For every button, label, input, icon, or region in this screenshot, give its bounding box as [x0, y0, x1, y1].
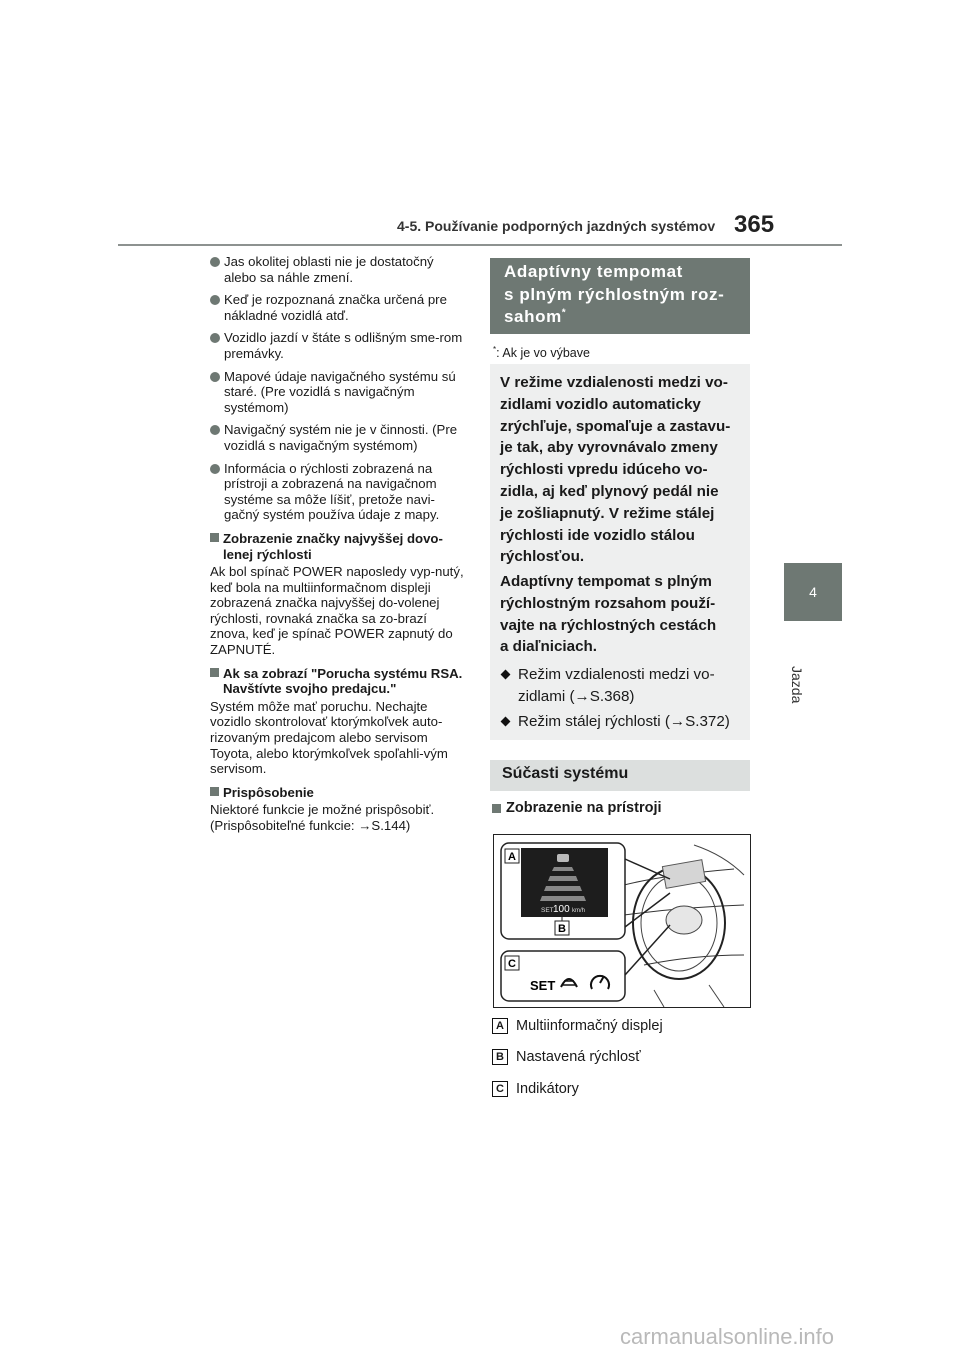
instrument-figure	[493, 834, 751, 1008]
list-item: Keď je rozpoznaná značka určená pre nákladné vozidlá atď.	[210, 292, 466, 323]
diamond-bullet-icon	[501, 670, 511, 680]
list-item: Navigačný systém nie je v činnosti. (Pre vozidlá s navigačným systémom)	[210, 422, 466, 453]
bullet-icon	[210, 425, 220, 435]
intro-paragraph: Adaptívny tempomat s plným rýchlostným rozsahom použí- vajte na rýchlostných cestách a diaľniciach.	[500, 573, 717, 656]
header-divider	[118, 244, 842, 246]
paragraph: Niektoré funkcie je možné prispôsobiť. (Prispôsobiteľné funkcie: →S.144)	[210, 802, 435, 833]
list-item: Vozidlo jazdí v štáte s odlišným sme-rom premávky.	[210, 330, 466, 361]
svg-text:km/h: km/h	[572, 908, 586, 914]
section-title-box: Adaptívny tempomat s plným rýchlostným roz- sahom*	[490, 258, 750, 334]
page-number: 365	[734, 211, 775, 238]
list-item: Mapové údaje navigačného systému sú staré. (Pre vozidlá s navigačným systémom)	[210, 369, 466, 416]
chapter-tab[interactable]: 4	[784, 563, 842, 621]
list-item: Informácia o rýchlosti zobrazená na prístroji a zobrazená na navigačnom systéme sa môže líšiť, pretože navi-gačný systém používa údaje z mapy.	[210, 461, 466, 523]
callout-label: A	[492, 1018, 508, 1034]
bullet-icon	[210, 372, 220, 382]
list-item: Jas okolitej oblasti nie je dostatočný alebo sa náhle zmení.	[210, 254, 466, 285]
watermark: carmanualsonline.info	[620, 1324, 835, 1349]
square-bullet-icon	[210, 787, 219, 796]
legend-item: C Indikátory	[492, 1081, 579, 1097]
chapter-label: Jazda	[789, 666, 805, 704]
footnote: *: Ak je vo výbave	[493, 345, 590, 361]
bullet-icon	[210, 295, 220, 305]
intro-paragraph: V režime vzdialenosti medzi vo- zidlami vozidlo automaticky zrýchľuje, spomaľuje a zastavu- je tak, aby vyrovnávalo zmeny rýchlosti vpredu idúceho vo- zidla, aj keď plynový pedál nie je zošliapnutý. V režime stálej rýchlosti ide vozidlo stálou rýchlosťou.	[500, 374, 731, 566]
legend-item: B Nastavená rýchlosť	[492, 1049, 641, 1065]
intro-box	[490, 364, 750, 740]
svg-text:C: C	[508, 958, 516, 970]
square-bullet-icon	[210, 668, 219, 677]
instrument-illustration	[494, 835, 750, 1007]
svg-text:B: B	[558, 923, 566, 935]
mode-item: Režim stálej rýchlosti (→S.372)	[500, 711, 766, 733]
mode-item: Režim vzdialenosti medzi vo- zidlami (→S.368)	[500, 664, 766, 708]
bullet-icon	[210, 464, 220, 474]
square-bullet-icon	[492, 804, 501, 813]
section-heading: Ak sa zobrazí "Porucha systému RSA. Navštívte svojho predajcu."	[210, 666, 466, 697]
callout-label: B	[492, 1049, 508, 1065]
svg-text:A: A	[508, 851, 516, 863]
subsection-title-box: Súčasti systému	[490, 760, 750, 791]
paragraph: Systém môže mať poruchu. Nechajte vozidlo skontrolovať ktorýmkoľvek auto-rizovaným predajcom alebo servisom Toyota, alebo ktorýmkoľvek spoľahli-vým servisom.	[210, 698, 448, 777]
section-heading: Prispôsobenie	[210, 785, 466, 801]
section-title: 4-5. Používanie podporných jazdných systémov	[397, 218, 716, 234]
section-heading: Zobrazenie značky najvyššej dovo-lenej rýchlosti	[210, 531, 466, 562]
callout-label: C	[492, 1081, 508, 1097]
bullet-icon	[210, 257, 220, 267]
section-heading: Zobrazenie na prístroji	[492, 800, 662, 816]
svg-text:SET: SET	[541, 907, 554, 914]
svg-text:SET: SET	[530, 978, 556, 993]
paragraph: Ak bol spínač POWER naposledy vyp-nutý, keď bola na multiinformačnom displeji zobrazená značka najvyššej do-volenej rýchlosti, rovnaká značka sa zo-brazí znova, keď je spínač POWER zapnutý do ZAPNUTÉ.	[210, 564, 464, 658]
diamond-bullet-icon	[501, 717, 511, 727]
svg-text:100: 100	[553, 904, 570, 915]
left-column	[210, 254, 466, 842]
square-bullet-icon	[210, 533, 219, 542]
bullet-icon	[210, 333, 220, 343]
legend-item: A Multiinformačný displej	[492, 1018, 663, 1034]
